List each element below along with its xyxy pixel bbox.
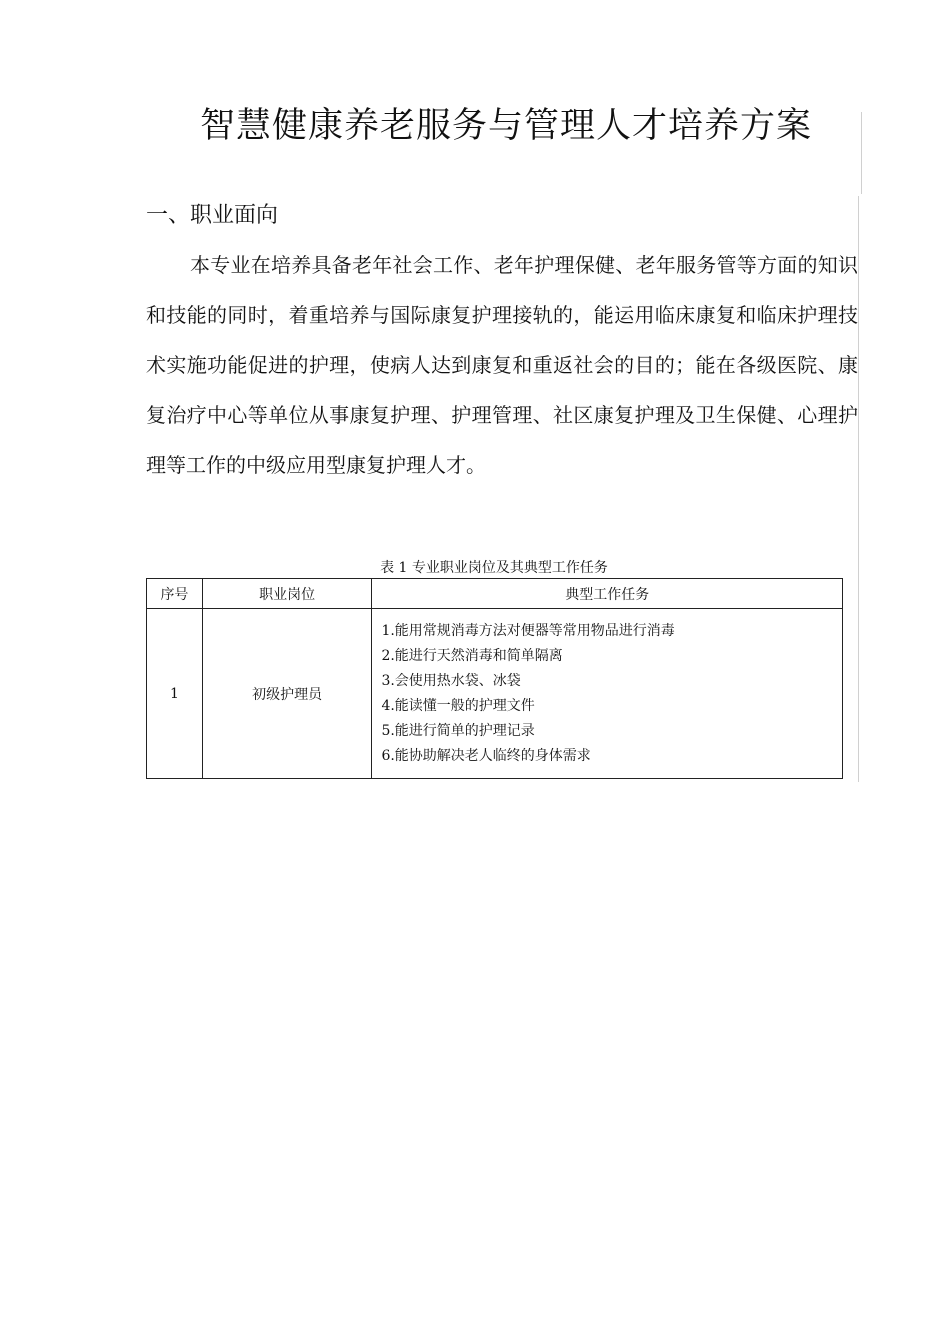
cell-index: 1 bbox=[147, 609, 203, 779]
cell-position: 初级护理员 bbox=[202, 609, 372, 779]
job-task-table bbox=[146, 578, 843, 779]
body-paragraph: 本专业在培养具备老年社会工作、老年护理保健、老年服务管等方面的知识和技能的同时，着重培养与国际康复护理接轨的，能运用临床康复和临床护理技术实施功能促进的护理，使病人达到康复和重返社会的目的；能在各级医院、康复治疗中心等单位从事康复护理、护理管理、社区康复护理及卫生保健、心理护理等工作的中级应用型康复护理人才。 bbox=[146, 253, 858, 477]
cell-tasks bbox=[372, 609, 843, 779]
table-row bbox=[147, 609, 843, 779]
section-heading: 一、职业面向 bbox=[146, 203, 279, 228]
task-item: 1.能用常规消毒方法对便器等常用物品进行消毒 bbox=[381, 622, 675, 639]
document-title: 智慧健康养老服务与管理人才培养方案 bbox=[199, 106, 812, 146]
header-position: 职业岗位 bbox=[202, 579, 372, 609]
task-item: 4.能读懂一般的护理文件 bbox=[381, 697, 535, 714]
page-edge-line-bottom bbox=[858, 196, 859, 782]
table-caption: 表 1 专业职业岗位及其典型工作任务 bbox=[380, 560, 608, 576]
table-header-row bbox=[147, 579, 843, 609]
header-tasks: 典型工作任务 bbox=[372, 579, 843, 609]
task-item: 3.会使用热水袋、冰袋 bbox=[381, 672, 521, 689]
header-index: 序号 bbox=[147, 579, 203, 609]
task-item: 5.能进行简单的护理记录 bbox=[381, 722, 535, 739]
task-item: 6.能协助解决老人临终的身体需求 bbox=[381, 747, 591, 764]
task-item: 2.能进行天然消毒和简单隔离 bbox=[381, 647, 563, 664]
